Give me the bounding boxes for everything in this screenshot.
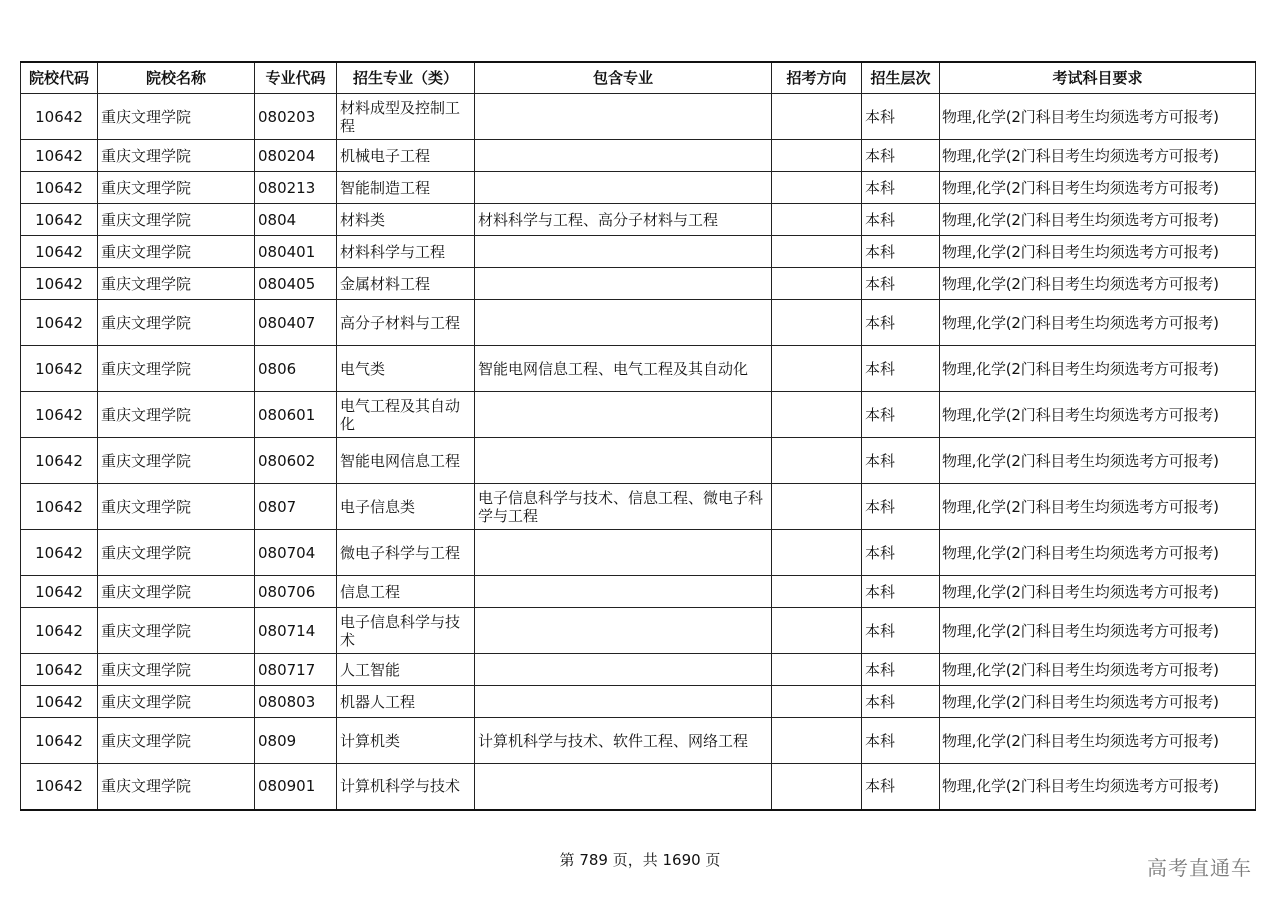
cell-school-name: 重庆文理学院 (98, 764, 255, 810)
cell-direction (772, 204, 862, 236)
cell-major: 计算机科学与技术 (337, 764, 475, 810)
cell-subject-requirement: 物理,化学(2门科目考生均须选考方可报考) (940, 236, 1256, 268)
cell-school-name: 重庆文理学院 (98, 686, 255, 718)
cell-school-name: 重庆文理学院 (98, 654, 255, 686)
table-row (21, 140, 1256, 172)
cell-level: 本科 (862, 608, 940, 654)
cell-subject-requirement: 物理,化学(2门科目考生均须选考方可报考) (940, 608, 1256, 654)
table-row (21, 300, 1256, 346)
cell-school-name: 重庆文理学院 (98, 204, 255, 236)
cell-school-code: 10642 (21, 608, 98, 654)
cell-included-majors (475, 764, 772, 810)
cell-school-code: 10642 (21, 654, 98, 686)
cell-major-code: 080203 (255, 94, 337, 140)
cell-major-code: 080717 (255, 654, 337, 686)
cell-level: 本科 (862, 300, 940, 346)
cell-subject-requirement: 物理,化学(2门科目考生均须选考方可报考) (940, 484, 1256, 530)
table-row (21, 764, 1256, 810)
cell-direction (772, 484, 862, 530)
cell-major-code: 080714 (255, 608, 337, 654)
cell-subject-requirement: 物理,化学(2门科目考生均须选考方可报考) (940, 576, 1256, 608)
cell-subject-requirement: 物理,化学(2门科目考生均须选考方可报考) (940, 392, 1256, 438)
table-row (21, 268, 1256, 300)
table-row (21, 718, 1256, 764)
cell-level: 本科 (862, 764, 940, 810)
cell-school-name: 重庆文理学院 (98, 300, 255, 346)
cell-major-code: 080901 (255, 764, 337, 810)
cell-level: 本科 (862, 346, 940, 392)
cell-school-name: 重庆文理学院 (98, 268, 255, 300)
cell-school-code: 10642 (21, 438, 98, 484)
cell-direction (772, 686, 862, 718)
cell-major: 电气工程及其自动化 (337, 392, 475, 438)
cell-direction (772, 268, 862, 300)
cell-direction (772, 140, 862, 172)
cell-major-code: 0807 (255, 484, 337, 530)
table-row (21, 438, 1256, 484)
cell-included-majors (475, 654, 772, 686)
cell-school-code: 10642 (21, 686, 98, 718)
cell-included-majors: 智能电网信息工程、电气工程及其自动化 (475, 346, 772, 392)
cell-major: 高分子材料与工程 (337, 300, 475, 346)
cell-direction (772, 236, 862, 268)
table-row (21, 94, 1256, 140)
table-row (21, 654, 1256, 686)
cell-included-majors (475, 172, 772, 204)
cell-school-code: 10642 (21, 268, 98, 300)
cell-level: 本科 (862, 172, 940, 204)
table-row (21, 576, 1256, 608)
cell-direction (772, 608, 862, 654)
cell-school-name: 重庆文理学院 (98, 236, 255, 268)
cell-direction (772, 438, 862, 484)
cell-school-name: 重庆文理学院 (98, 718, 255, 764)
cell-level: 本科 (862, 140, 940, 172)
cell-school-name: 重庆文理学院 (98, 346, 255, 392)
cell-major-code: 080704 (255, 530, 337, 576)
cell-subject-requirement: 物理,化学(2门科目考生均须选考方可报考) (940, 530, 1256, 576)
cell-major: 电子信息科学与技术 (337, 608, 475, 654)
header-school-name: 院校名称 (98, 62, 255, 94)
cell-school-code: 10642 (21, 718, 98, 764)
header-direction: 招考方向 (772, 62, 862, 94)
cell-major-code: 0804 (255, 204, 337, 236)
cell-major: 电气类 (337, 346, 475, 392)
cell-direction (772, 530, 862, 576)
cell-included-majors (475, 94, 772, 140)
watermark-text: 高考直通车 (1147, 856, 1252, 880)
header-school-code: 院校代码 (21, 62, 98, 94)
cell-major: 计算机类 (337, 718, 475, 764)
cell-level: 本科 (862, 392, 940, 438)
cell-subject-requirement: 物理,化学(2门科目考生均须选考方可报考) (940, 654, 1256, 686)
header-major: 招生专业（类） (337, 62, 475, 94)
cell-level: 本科 (862, 438, 940, 484)
cell-major: 电子信息类 (337, 484, 475, 530)
cell-subject-requirement: 物理,化学(2门科目考生均须选考方可报考) (940, 718, 1256, 764)
cell-major-code: 080213 (255, 172, 337, 204)
cell-included-majors (475, 392, 772, 438)
cell-school-code: 10642 (21, 94, 98, 140)
cell-subject-requirement: 物理,化学(2门科目考生均须选考方可报考) (940, 300, 1256, 346)
page-number: 第 789 页，共 1690 页 (559, 851, 721, 869)
cell-included-majors (475, 268, 772, 300)
header-level: 招生层次 (862, 62, 940, 94)
cell-included-majors (475, 576, 772, 608)
cell-direction (772, 718, 862, 764)
admission-table (20, 61, 1256, 811)
cell-major-code: 0809 (255, 718, 337, 764)
cell-subject-requirement: 物理,化学(2门科目考生均须选考方可报考) (940, 140, 1256, 172)
cell-school-code: 10642 (21, 392, 98, 438)
cell-included-majors (475, 438, 772, 484)
cell-major-code: 080803 (255, 686, 337, 718)
cell-included-majors (475, 530, 772, 576)
cell-school-name: 重庆文理学院 (98, 608, 255, 654)
cell-direction (772, 392, 862, 438)
cell-school-name: 重庆文理学院 (98, 392, 255, 438)
cell-major-code: 080204 (255, 140, 337, 172)
cell-school-code: 10642 (21, 140, 98, 172)
cell-subject-requirement: 物理,化学(2门科目考生均须选考方可报考) (940, 94, 1256, 140)
cell-subject-requirement: 物理,化学(2门科目考生均须选考方可报考) (940, 686, 1256, 718)
cell-included-majors (475, 236, 772, 268)
cell-school-code: 10642 (21, 764, 98, 810)
cell-major: 金属材料工程 (337, 268, 475, 300)
cell-school-code: 10642 (21, 300, 98, 346)
cell-major: 材料科学与工程 (337, 236, 475, 268)
cell-direction (772, 172, 862, 204)
cell-subject-requirement: 物理,化学(2门科目考生均须选考方可报考) (940, 204, 1256, 236)
cell-major-code: 080405 (255, 268, 337, 300)
cell-major: 信息工程 (337, 576, 475, 608)
cell-direction (772, 94, 862, 140)
cell-direction (772, 654, 862, 686)
cell-school-name: 重庆文理学院 (98, 576, 255, 608)
cell-school-name: 重庆文理学院 (98, 438, 255, 484)
cell-direction (772, 346, 862, 392)
cell-subject-requirement: 物理,化学(2门科目考生均须选考方可报考) (940, 346, 1256, 392)
table-header-row (21, 62, 1256, 94)
cell-direction (772, 300, 862, 346)
cell-included-majors (475, 608, 772, 654)
cell-level: 本科 (862, 236, 940, 268)
cell-level: 本科 (862, 718, 940, 764)
cell-school-name: 重庆文理学院 (98, 94, 255, 140)
table-body (21, 94, 1256, 810)
cell-subject-requirement: 物理,化学(2门科目考生均须选考方可报考) (940, 268, 1256, 300)
cell-school-code: 10642 (21, 236, 98, 268)
cell-major: 机械电子工程 (337, 140, 475, 172)
cell-major: 智能电网信息工程 (337, 438, 475, 484)
header-included-majors: 包含专业 (475, 62, 772, 94)
cell-school-name: 重庆文理学院 (98, 484, 255, 530)
table-row (21, 608, 1256, 654)
table-row (21, 236, 1256, 268)
cell-included-majors: 材料科学与工程、高分子材料与工程 (475, 204, 772, 236)
cell-level: 本科 (862, 654, 940, 686)
cell-major: 微电子科学与工程 (337, 530, 475, 576)
cell-level: 本科 (862, 686, 940, 718)
cell-included-majors (475, 140, 772, 172)
cell-direction (772, 764, 862, 810)
cell-major-code: 080602 (255, 438, 337, 484)
table-row (21, 530, 1256, 576)
cell-subject-requirement: 物理,化学(2门科目考生均须选考方可报考) (940, 438, 1256, 484)
cell-major: 机器人工程 (337, 686, 475, 718)
cell-school-code: 10642 (21, 530, 98, 576)
cell-level: 本科 (862, 484, 940, 530)
cell-major: 人工智能 (337, 654, 475, 686)
cell-level: 本科 (862, 204, 940, 236)
cell-level: 本科 (862, 268, 940, 300)
cell-school-name: 重庆文理学院 (98, 530, 255, 576)
cell-subject-requirement: 物理,化学(2门科目考生均须选考方可报考) (940, 172, 1256, 204)
cell-major: 智能制造工程 (337, 172, 475, 204)
cell-major-code: 080601 (255, 392, 337, 438)
cell-major: 材料类 (337, 204, 475, 236)
cell-school-name: 重庆文理学院 (98, 172, 255, 204)
cell-subject-requirement: 物理,化学(2门科目考生均须选考方可报考) (940, 764, 1256, 810)
cell-included-majors (475, 300, 772, 346)
cell-school-code: 10642 (21, 576, 98, 608)
table-row (21, 204, 1256, 236)
cell-school-code: 10642 (21, 484, 98, 530)
header-major-code: 专业代码 (255, 62, 337, 94)
table-row (21, 172, 1256, 204)
cell-school-code: 10642 (21, 172, 98, 204)
table-row (21, 686, 1256, 718)
cell-direction (772, 576, 862, 608)
cell-included-majors: 电子信息科学与技术、信息工程、微电子科学与工程 (475, 484, 772, 530)
cell-level: 本科 (862, 576, 940, 608)
table-row (21, 484, 1256, 530)
cell-included-majors: 计算机科学与技术、软件工程、网络工程 (475, 718, 772, 764)
cell-level: 本科 (862, 530, 940, 576)
table-row (21, 392, 1256, 438)
table-row (21, 346, 1256, 392)
cell-school-code: 10642 (21, 204, 98, 236)
cell-major-code: 080401 (255, 236, 337, 268)
cell-school-code: 10642 (21, 346, 98, 392)
cell-included-majors (475, 686, 772, 718)
cell-school-name: 重庆文理学院 (98, 140, 255, 172)
cell-level: 本科 (862, 94, 940, 140)
cell-major-code: 080407 (255, 300, 337, 346)
cell-major-code: 080706 (255, 576, 337, 608)
header-subject-requirement: 考试科目要求 (940, 62, 1256, 94)
cell-major-code: 0806 (255, 346, 337, 392)
cell-major: 材料成型及控制工程 (337, 94, 475, 140)
